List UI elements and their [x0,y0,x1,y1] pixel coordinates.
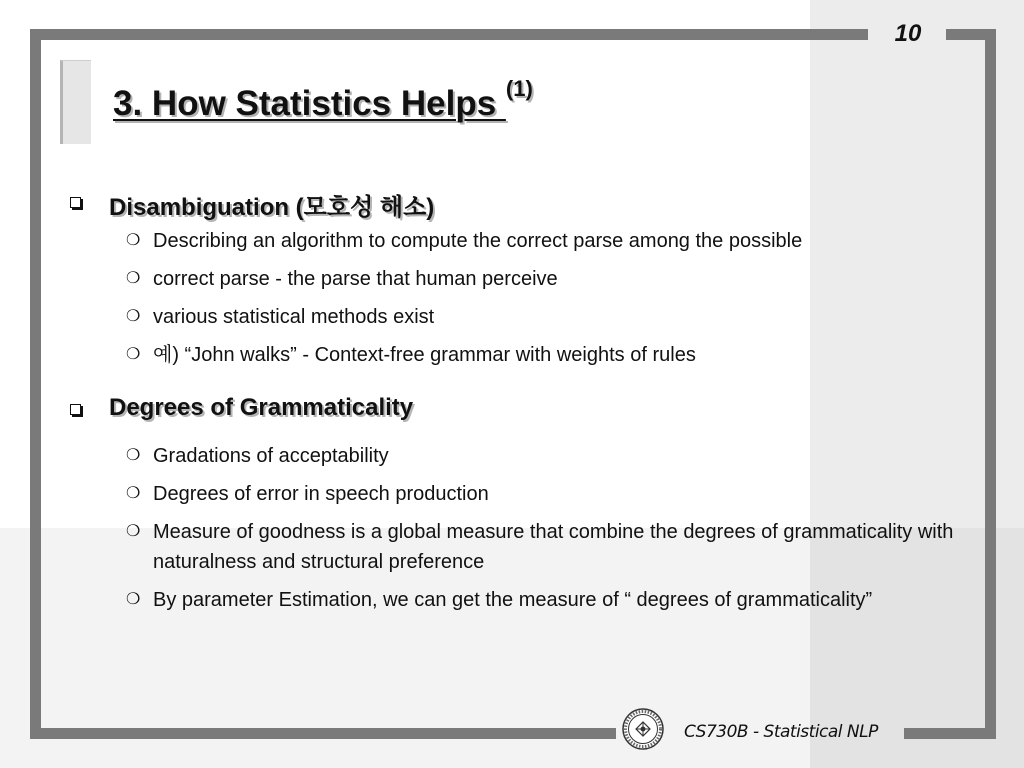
list-item-text: Measure of goodness is a global measure that combine the degrees of grammaticality with naturalness and structural preference [153,521,954,573]
list-item [70,264,964,294]
list-item [70,585,964,615]
half-circle-icon: ❍ [126,591,141,608]
hollow-square-icon [70,404,81,415]
section-title: Disambiguation (모호성 해소) [109,194,435,221]
half-circle-icon: ❍ [126,447,141,464]
half-circle-icon: ❍ [126,346,141,363]
section-title: Degrees of Grammaticality [109,394,414,421]
page-title-superscript: (1) [505,76,533,102]
list-item-text: various statistical methods exist [153,306,435,328]
page-title-text: 3. How Statistics Helps [113,84,506,123]
frame-bottom-bar [30,728,616,739]
list-item-text: By parameter Estimation, we can get the measure of “ degrees of grammaticality” [153,589,873,611]
section-degrees-of-grammaticality [70,394,964,623]
list-item [70,517,964,577]
frame-top-bar [30,29,868,40]
list-item-text: Gradations of acceptability [153,445,389,467]
list-item-text: Describing an algorithm to compute the correct parse among the possible [153,230,803,252]
list-item-text: Degrees of error in speech production [153,483,489,505]
footer-course-label: CS730B - Statistical NLP [684,722,878,742]
bullet-list [70,441,964,615]
list-item-text: 예) “John walks” - Context-free grammar with weights of rules [153,344,696,366]
page-number: 10 [894,20,922,47]
section-header [70,187,964,221]
list-item [70,340,964,370]
frame-left-bar [30,29,41,739]
half-circle-icon: ❍ [126,485,141,502]
half-circle-icon: ❍ [126,270,141,287]
list-item [70,226,964,256]
section-disambiguation [70,187,964,378]
half-circle-icon: ❍ [126,523,141,540]
bullet-list [70,226,964,370]
title-marker [60,60,91,144]
list-item [70,441,964,471]
hollow-square-icon [70,197,81,208]
list-item [70,302,964,332]
page-title [113,76,533,124]
list-item [70,479,964,509]
frame-right-bar [985,29,996,739]
list-item-text: correct parse - the parse that human perceive [153,268,558,290]
frame-bottom-right-bar [904,728,996,739]
section-header [70,394,964,428]
university-seal-icon [622,708,664,750]
half-circle-icon: ❍ [126,308,141,325]
half-circle-icon: ❍ [126,232,141,249]
